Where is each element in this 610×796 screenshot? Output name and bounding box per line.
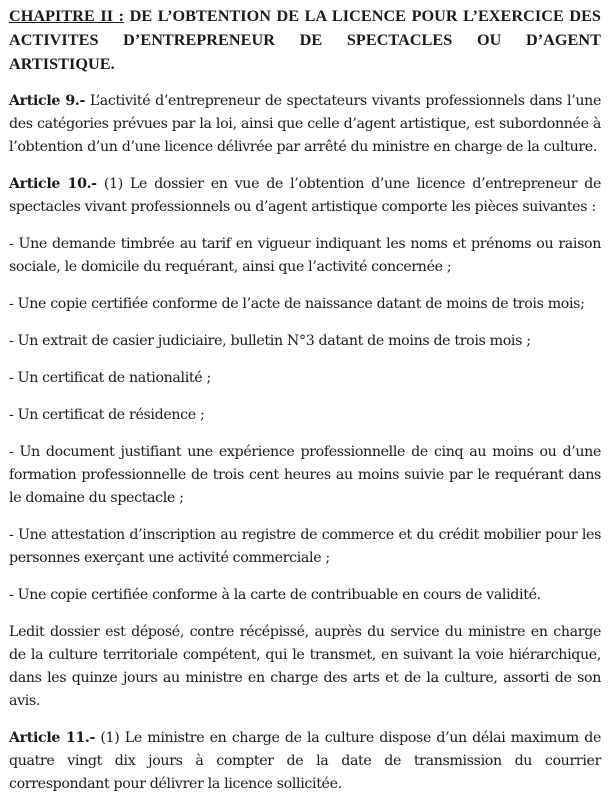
list-item: - Un extrait de casier judiciaire, bulletin N°3 datant de moins de trois mois ; (9, 333, 531, 349)
list-item: - Un document justifiant une expérience professionnelle de cinq au moins ou d’une formation professionnelle de trois cent heures au moins suivie par le requérant dans le domaine du spectacle ; (9, 444, 601, 506)
list-item: - Un certificat de nationalité ; (9, 370, 211, 386)
article-10-closing: Ledit dossier est déposé, contre récépissé, auprès du service du ministre en charge de la culture territoriale compétent, qui le transmet, en suivant la voie hiérarchique, dans les quinze jours au ministre en charge des arts et de la culture, assorti de son avis. (9, 624, 601, 709)
chapter-title: DE L’OBTENTION DE LA LICENCE POUR L’EXERCICE DES ACTIVITES D’ENTREPRENEUR DE SPECTACLES OU D’AGENT ARTISTIQUE. (9, 7, 601, 73)
chapter-label: CHAPITRE II : (9, 7, 125, 25)
article-11 (9, 727, 601, 796)
article-11-text: (1) Le ministre en charge de la culture dispose d’un délai maximum de quatre vingt dix jours à compter de la date de transmission du courrier correspondant pour délivrer la licence sollicitée. (9, 730, 601, 792)
list-item: - Une demande timbrée au tarif en vigueur indiquant les noms et prénoms ou raison sociale, le domicile du requérant, ainsi que l’activité concernée ; (9, 236, 601, 275)
article-10-label: Article 10.- (9, 176, 97, 192)
list-item: - Une copie certifiée conforme à la carte de contribuable en cours de validité. (9, 587, 541, 603)
chapter-heading (9, 4, 601, 76)
list-item: - Une attestation d’inscription au registre de commerce et du crédit mobilier pour les personnes exerçant une activité commerciale ; (9, 527, 601, 566)
list-item: - Une copie certifiée conforme de l’acte de naissance datant de moins de trois mois; (9, 296, 585, 312)
document-page (0, 4, 610, 796)
article-9-text: L’activité d’entrepreneur de spectateurs vivants professionnels dans l’une des catégories prévues par la loi, ainsi que celle d’agent artistique, est subordonnée à l’obtention d’un d’une licence délivrée par arrêté du ministre en charge de la culture. (9, 93, 601, 155)
article-10 (9, 173, 601, 219)
article-9 (9, 90, 601, 159)
article-9-label: Article 9.- (9, 93, 86, 109)
article-10-text: (1) Le dossier en vue de l’obtention d’une licence d’entrepreneur de spectacles vivant professionnels ou d’agent artistique comporte les pièces suivantes : (9, 176, 602, 215)
article-11-label: Article 11.- (9, 730, 95, 746)
list-item: - Un certificat de résidence ; (9, 407, 205, 423)
